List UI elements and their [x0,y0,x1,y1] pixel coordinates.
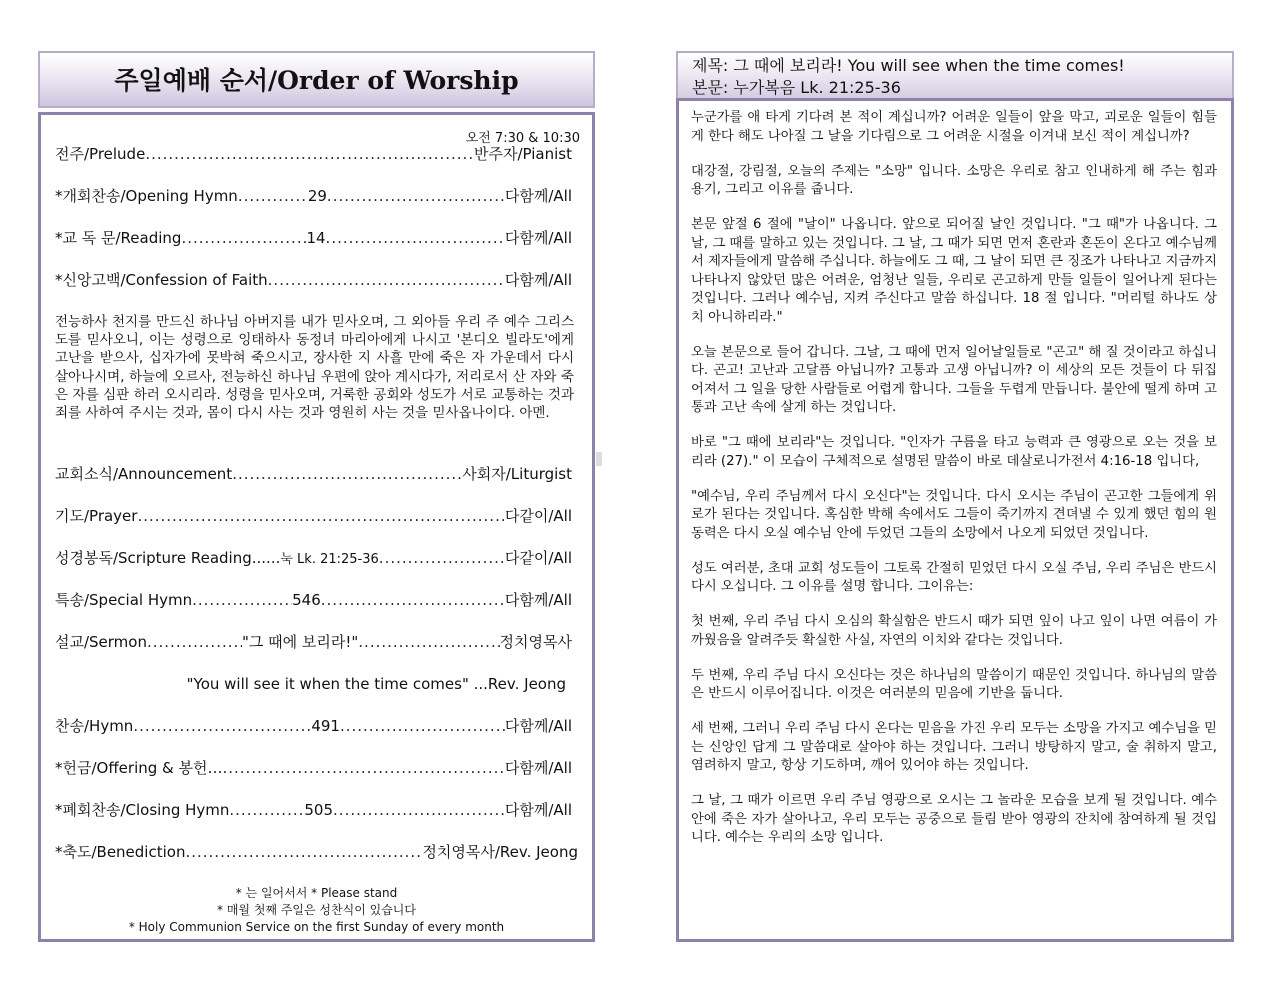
order-item-label: *폐회찬송/Closing Hymn [55,801,230,819]
sermon-paragraph: 그 날, 그 때가 이르면 우리 주님 영광으로 오시는 그 놀라운 모습을 보게 될 것입니다. 예수 안에 죽은 자가 살아나고, 우리 모두는 공중으로 들림 받아 영광의 잔치에 참여하게 될 것입니다. 예수는 우리의 소망 입니다. [691,793,1217,845]
order-item-leader: 반주자/Pianist [474,145,572,163]
sermon-paragraph: 두 번째, 우리 주님 다시 오신다는 것은 하나님의 말씀이기 때문인 것입니다. 하나님의 말씀은 반드시 이루어집니다. 이것은 여러분의 믿음에 기반을 둡니다. [691,667,1217,701]
order-item-leader: 다같이/All [504,549,572,567]
order-item [55,715,572,737]
order-item [55,547,572,569]
sermon-paragraph: 누군가를 애 타게 기다려 본 적이 계십니까? 어려운 일들이 앞을 막고, 괴로운 일들이 힘들게 한다 해도 나아질 그 날을 기다림으로 그 어려운 시절을 이겨내 보신 적이 계십니까? [691,110,1217,144]
order-item-number: 29 [307,187,327,205]
apostles-creed: 전능하사 천지를 만드신 하나님 아버지를 내가 믿사오며, 그 외아들 우리 주 예수 그리스도를 믿사오니, 이는 성령으로 잉태하사 동정녀 마리아에게 나시고 '본디오 빌라도'에게 고난을 받으사, 십자가에 못박혀 죽으시고, 장사한 지 사흘 만에 죽은 자 가운데서 다시 살아나시며, 하늘에 오르사, 전능하신 하나님 우편에 앉아 계시다가, 저리로서 산 자와 죽은 자를 심판 하러 오시리라. 성령을 믿사오며, 거룩한 공회와 성도가 서로 교통하는 것과 죄를 사하여 주시는 것과, 몸이 다시 사는 것과 영원히 사는 것을 믿사옵나이다. 아멘. [55,314,574,422]
order-item-leader: 다함께/All [504,717,572,735]
leader-dots [147,633,242,651]
order-item-leader: 다함께/All [504,801,572,819]
leader-dots [185,843,422,861]
sermon-body [691,109,1217,864]
order-item [55,185,572,207]
sermon-header [676,51,1234,102]
order-item [55,589,572,611]
order-item-sermon-title: "그 때에 보리라!" [241,633,359,651]
order-item-leader: 사회자/Liturgist [462,465,572,483]
order-item-leader: 정치영목사 [499,633,572,651]
leader-dots [379,549,505,567]
order-item-leader: 다함께/All [504,759,572,777]
page-title: 주일예배 순서/Order of Worship [114,66,519,95]
order-item [55,269,572,291]
order-item-label: *축도/Benediction [55,843,186,861]
order-item-leader: 다함께/All [504,187,572,205]
order-item-label: *개회찬송/Opening Hymn [55,187,238,205]
leader-dots [192,591,292,609]
leader-dots [181,229,306,247]
sermon-paragraph: "예수님, 우리 주님께서 다시 오신다"는 것입니다. 다시 오시는 주님이 곤고한 그들에게 위로가 된다는 것입니다. 혹심한 박해 속에서도 그들이 죽기까지 견뎌낼 수 있게 했던 힘의 원동력은 다시 오실 예수님 안에 두었던 그들의 소망에서 나오게 되었던 것입니다. [691,488,1217,541]
leader-dots [232,465,462,483]
footnote: * 매월 첫째 주일은 성찬식이 있습니다 [217,903,416,917]
sermon-paragraph: 성도 여러분, 초대 교회 성도들이 그토록 간절히 믿었던 다시 오실 주님, 우리 주님은 반드시 다시 오십니다. 그 이유를 설명 합니다. 그이유는: [691,560,1217,594]
leader-dots [222,759,504,777]
leader-dots [268,271,505,289]
sermon-text-reference: 본문: 누가복음 Lk. 21:25-36 [692,78,901,97]
order-item [55,841,578,863]
order-item-label: 성경봉독/Scripture Reading...... [55,549,281,567]
order-item [55,143,572,165]
leader-dots [229,801,304,819]
sermon-box [676,98,1234,942]
sermon-title-english: "You will see it when the time comes" ...Rev. Jeong [186,675,566,693]
leader-dots [137,507,504,525]
leader-dots [340,717,505,735]
sermon-paragraph: 첫 번째, 우리 주님 다시 오심의 확실함은 반드시 때가 되면 잎이 나고 잎이 나면 여름이 가까웠음을 알려주듯 확실한 사실, 자연의 이치와 같다는 것입니다. [691,614,1217,648]
order-item-number: 505 [304,801,334,819]
footnotes [41,885,592,936]
order-item-label: *헌금/Offering & 봉헌… [55,759,223,777]
order-item-leader: 다같이/All [504,507,572,525]
order-item [55,227,572,249]
order-item-label: 기도/Prayer [55,507,138,525]
order-item-leader: 다함께/All [504,591,572,609]
leader-dots [133,717,311,735]
leader-dots [238,187,308,205]
order-item-label: 찬송/Hymn [55,717,134,735]
leader-dots [358,633,499,651]
leader-dots [321,591,505,609]
order-item-number: 491 [311,717,340,735]
order-item-label: *교 독 문/Reading [55,229,182,247]
order-item-number: 14 [306,229,326,247]
order-item [55,631,572,653]
leader-dots [326,229,505,247]
order-item [55,757,572,779]
order-item-label: 특송/Special Hymn [55,591,193,609]
sermon-paragraph: 세 번째, 그러니 우리 주님 다시 온다는 믿음을 가진 우리 모두는 소망을 가지고 예수님을 믿는 신앙인 답게 그 말씀대로 살아야 하는 것입니다. 그러니 방탕하지 말고, 술 취하지 말고, 염려하지 말고, 항상 기도하며, 깨어 있어야 하는 것입니다. [691,721,1217,773]
sermon-paragraph: 바로 "그 때에 보리라"는 것입니다. "인자가 구름을 타고 능력과 큰 영광으로 오는 것을 보리라 (27)." 이 모습이 구체적으로 설명된 말씀이 바로 데살로니가전서 4:16-18 입니다, [691,435,1217,469]
order-item-label: 설교/Sermon [55,633,147,651]
order-item-label: 교회소식/Announcement [55,465,233,483]
order-item [55,799,572,821]
order-item-number: 546 [292,591,321,609]
leader-dots [145,145,474,163]
order-item-leader: 다함께/All [504,229,572,247]
order-item-label: *신앙고백/Confession of Faith [55,271,268,289]
order-of-worship-header [38,51,595,108]
sermon-paragraph: 오늘 본문으로 들어 갑니다. 그날, 그 때에 먼저 일어날일들로 "곤고" 해 질 것이라고 하십니다. 곤고! 고난과 고달픔 아닙니까? 고통과 고생 아닙니까? 이 세상의 모든 것들이 다 뒤집어져서 그 일을 당한 사람들로 어렵게 합니다. 그들을 두렵게 만듭니다. 불안에 떨게 하며 고통과 고난 속에 살게 하는 것입니다. [691,344,1217,415]
sermon-paragraph: 대강절, 강림절, 오늘의 주제는 "소망" 입니다. 소망은 우리로 참고 인내하게 해 주는 힘과 용기, 그리고 이유를 줍니다. [691,163,1217,197]
service-times: 오전 7:30 & 10:30 [465,131,580,146]
order-item [55,505,572,527]
order-item [55,463,572,485]
order-item-label: 전주/Prelude [55,145,146,163]
order-item-leader: 정치영목사/Rev. Jeong [422,843,578,861]
order-item-leader: 다함께/All [504,271,572,289]
sermon-paragraph: 본문 앞절 6 절에 "날이" 나옵니다. 앞으로 되어질 날인 것입니다. "그 때"가 나옵니다. 그 날, 그 때를 말하고 있는 것입니다. 그 날, 그 때가 되면 먼저 혼란과 혼돈이 온다고 예수님께서 제자들에게 말씀해 주십니다. 하늘에도 그 때, 그 날이 되면 큰 징조가 나타나고 지금까지 나타나지 않았던 많은 어려운, 엄청난 일들, 우리로 곤고하게 만들 일들이 일어나게 된다는 것입니다. 그러나 예수님, 지켜 주신다고 말씀 하십니다. 18 절 입니다. "머리털 하나도 상치 아니하리라." [691,217,1217,325]
sermon-title: 제목: 그 때에 보리라! You will see when the time comes! [692,56,1125,75]
order-item-scripture: 눅 Lk. 21:25-36 [280,552,379,567]
leader-dots [327,187,505,205]
order-of-worship-box [38,112,595,942]
page-divider-mark [596,452,602,466]
footnote: * Holy Communion Service on the first Sunday of every month [128,920,505,934]
footnote: * 는 일어서서 * Please stand [235,886,398,900]
leader-dots [333,801,505,819]
